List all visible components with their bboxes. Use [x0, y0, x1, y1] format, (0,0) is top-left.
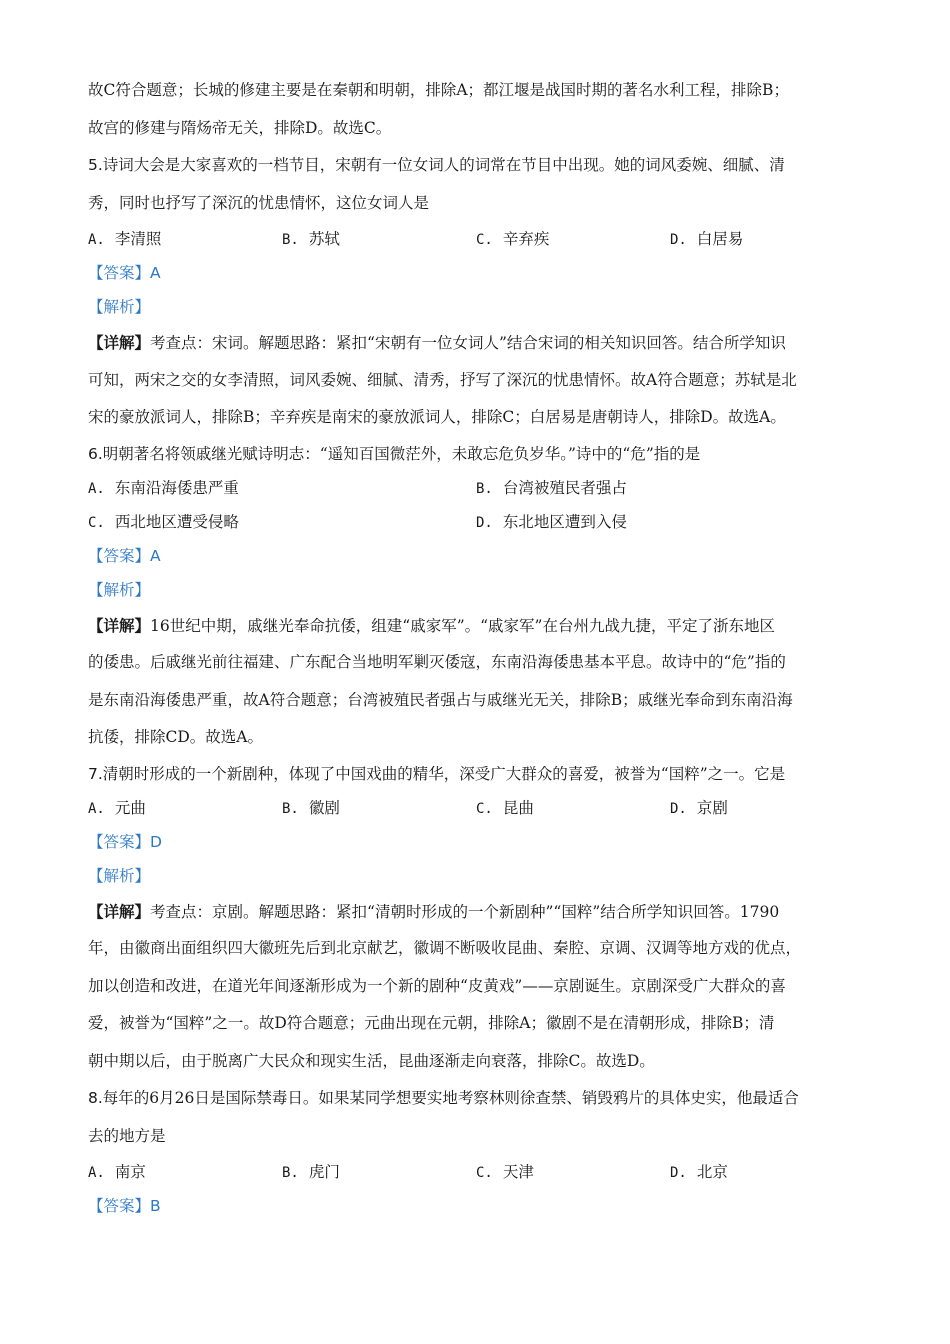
question-6-number: 6.	[88, 444, 103, 463]
question-8-answer: 【答案】B	[88, 1197, 161, 1215]
question-6-text: 明朝著名将领戚继光赋诗明志：“遥知百国微茫外，未敢忘危负岁华。”诗中的“危”指的是	[102, 444, 701, 463]
question-5-detail-line-2: 可知，两宋之交的女李清照，词风委婉、细腻、清秀，抒写了深沉的忧患情怀。故A符合题意；苏轼是北	[88, 370, 797, 389]
question-6-stem-line-1	[88, 437, 864, 471]
question-8-stem-line-1	[88, 1080, 864, 1118]
question-7-options	[88, 791, 864, 825]
question-5-detail-line-1: 【详解】考查点：宋词。解题思路：紧扣“宋朝有一位女词人”结合宋词的相关知识回答。结合所学知识	[88, 333, 786, 352]
detail-label: 【详解】	[88, 615, 151, 635]
question-5-option-d: D. 白居易	[670, 230, 744, 248]
question-8-option-b: B. 虎门	[282, 1163, 340, 1181]
question-5-option-a: A. 李清照	[88, 230, 162, 248]
prev-detail-line-2: 故宫的修建与隋炀帝无关，排除D。故选C。	[88, 118, 392, 137]
question-7-detail-line-4: 爱，被誉为“国粹”之一。故D符合题意；元曲出现在元朝，排除A；徽剧不是在清朝形成，排除B；清	[88, 1014, 775, 1032]
question-8-option-c: C. 天津	[476, 1163, 534, 1181]
question-5-option-b: B. 苏轼	[282, 230, 340, 248]
question-8-options	[88, 1155, 864, 1189]
question-7-stem-line-1	[88, 757, 864, 791]
question-6-detail-line-4: 抗倭，排除CD。故选A。	[88, 728, 263, 746]
question-6-analysis-label: 【解析】	[88, 580, 151, 599]
question-7-option-c: C. 昆曲	[476, 798, 534, 817]
question-7-detail-line-2: 年，由徽商出面组织四大徽班先后到北京献艺，徽调不断吸收昆曲、秦腔、京调、汉调等地方戏的优点，	[88, 939, 802, 957]
detail-label: 【详解】	[88, 901, 151, 921]
question-8-stem-line-2: 去的地方是	[88, 1126, 166, 1145]
prev-detail-line-1: 故C符合题意；长城的修建主要是在秦朝和明朝，排除A；都江堰是战国时期的著名水利工程，排除B；	[88, 81, 789, 99]
question-7-option-d: D. 京剧	[670, 798, 728, 817]
question-6-options-row-2	[88, 505, 864, 539]
question-6-detail-line-3: 是东南沿海倭患严重，故A符合题意；台湾被殖民者强占与戚继光无关，排除B；戚继光奉命到东南沿海	[88, 690, 793, 709]
question-5-text: 诗词大会是大家喜欢的一档节目，宋朝有一位女词人的词常在节目中出现。她的词风委婉、细腻、清	[102, 156, 785, 174]
question-7-option-b: B. 徽剧	[282, 798, 340, 817]
question-6-option-b: B. 台湾被殖民者强占	[476, 478, 627, 497]
question-6-detail-line-1: 【详解】16世纪中期，戚继光奉命抗倭，组建“戚家军”。“戚家军”在台州九战九捷，平定了浙东地区	[88, 615, 775, 635]
question-5-options	[88, 222, 864, 256]
question-8-text: 每年的6月26日是国际禁毒日。如果某同学想要实地考察林则徐查禁、销毁鸦片的具体史实，他最适合	[102, 1089, 799, 1107]
question-7-text: 清朝时形成的一个新剧种，体现了中国戏曲的精华，深受广大群众的喜爱，被誉为“国粹”之一。它是	[102, 764, 786, 783]
question-7-analysis-label: 【解析】	[88, 866, 151, 885]
question-7-number: 7.	[88, 764, 103, 783]
question-7-detail-line-3: 加以创造和改进，在道光年间逐渐形成为一个新的剧种“皮黄戏”——京剧诞生。京剧深受广大群众的喜	[88, 976, 786, 995]
question-5-stem-line-2: 秀，同时也抒写了深沉的忧患情怀，这位女词人是	[88, 193, 430, 212]
question-6-options-row-1	[88, 471, 864, 505]
question-5-analysis-label: 【解析】	[88, 298, 151, 316]
question-7-detail-line-1: 【详解】考查点：京剧。解题思路：紧扣“清朝时形成的一个新剧种”“国粹”结合所学知识回答。1790	[88, 901, 780, 921]
detail-label: 【详解】	[88, 333, 151, 352]
question-6-option-c: C. 西北地区遭受侵略	[88, 512, 239, 531]
question-6-answer: 【答案】A	[88, 546, 161, 565]
question-6-option-d: D. 东北地区遭到入侵	[476, 512, 627, 531]
question-8-option-d: D. 北京	[670, 1163, 728, 1181]
question-6-detail-line-2: 的倭患。后戚继光前往福建、广东配合当地明军剿灭倭寇，东南沿海倭患基本平息。故诗中的“危”指的	[88, 653, 786, 671]
question-8-number: 8.	[88, 1089, 103, 1107]
document-page	[88, 72, 864, 1223]
question-5-detail-line-3: 宋的豪放派词人，排除B；辛弃疾是南宋的豪放派词人，排除C；白居易是唐朝诗人，排除D。故选A。	[88, 408, 786, 426]
question-5-stem-line-1	[88, 147, 864, 185]
question-5-answer: 【答案】A	[88, 264, 161, 282]
question-8-option-a: A. 南京	[88, 1163, 146, 1181]
question-7-answer: 【答案】D	[88, 832, 162, 851]
question-5-number: 5.	[88, 156, 103, 174]
question-6-option-a: A. 东南沿海倭患严重	[88, 478, 239, 497]
question-5-option-c: C. 辛弃疾	[476, 230, 550, 248]
question-7-option-a: A. 元曲	[88, 798, 146, 817]
question-7-detail-line-5: 朝中期以后，由于脱离广大民众和现实生活，昆曲逐渐走向衰落，排除C。故选D。	[88, 1051, 655, 1070]
